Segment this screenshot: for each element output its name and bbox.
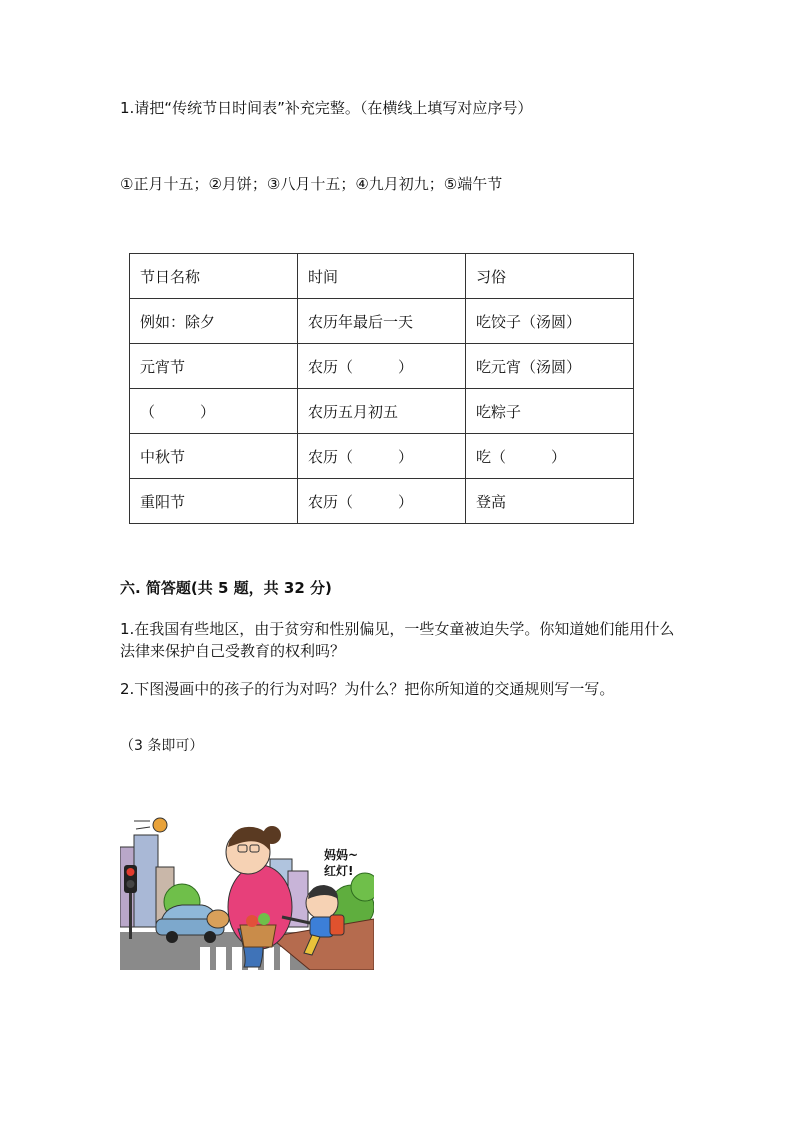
table-row bbox=[130, 479, 634, 524]
table-cell: 吃饺子（汤圆） bbox=[466, 299, 634, 344]
header-cell: 习俗 bbox=[466, 254, 634, 299]
table-cell: 吃元宵（汤圆） bbox=[466, 344, 634, 389]
traffic-comic-image bbox=[120, 807, 374, 970]
table-cell: 登高 bbox=[466, 479, 634, 524]
table-row bbox=[130, 344, 634, 389]
question-1-text: 1.请把“传统节日时间表”补充完整。（在横线上填写对应序号） bbox=[120, 99, 533, 117]
section-title: 六. 简答题(共 5 题，共 32 分) bbox=[120, 579, 332, 597]
header-cell: 时间 bbox=[298, 254, 466, 299]
comic-speech-line-1: 妈妈~ bbox=[324, 848, 359, 862]
comic-speech-line-2: 红灯! bbox=[324, 864, 354, 878]
table-row bbox=[130, 389, 634, 434]
table-cell: 农历（ ） bbox=[298, 434, 466, 479]
short-question-2: 2.下图漫画中的孩子的行为对吗？为什么？把你所知道的交通规则写一写。 bbox=[120, 680, 615, 698]
table-row bbox=[130, 434, 634, 479]
festival-table bbox=[129, 253, 634, 524]
header-cell: 节日名称 bbox=[130, 254, 298, 299]
answer-options: ①正月十五；②月饼；③八月十五；④九月初九；⑤端午节 bbox=[120, 175, 503, 193]
table-cell: 中秋节 bbox=[130, 434, 298, 479]
answer-note: （3 条即可） bbox=[120, 738, 204, 754]
table-cell: （ ） bbox=[130, 389, 298, 434]
table-cell: 农历年最后一天 bbox=[298, 299, 466, 344]
table-cell: 吃（ ） bbox=[466, 434, 634, 479]
table-header-row bbox=[130, 254, 634, 299]
table-cell: 农历（ ） bbox=[298, 479, 466, 524]
table-cell: 农历（ ） bbox=[298, 344, 466, 389]
table-cell: 重阳节 bbox=[130, 479, 298, 524]
table-row bbox=[130, 299, 634, 344]
short-question-1: 1.在我国有些地区，由于贫穷和性别偏见，一些女童被迫失学。你知道她们能用什么法律来保护自己受教育的权利吗？ bbox=[120, 620, 675, 660]
table-cell: 例如：除夕 bbox=[130, 299, 298, 344]
table-cell: 元宵节 bbox=[130, 344, 298, 389]
table-cell: 农历五月初五 bbox=[298, 389, 466, 434]
table-cell: 吃粽子 bbox=[466, 389, 634, 434]
